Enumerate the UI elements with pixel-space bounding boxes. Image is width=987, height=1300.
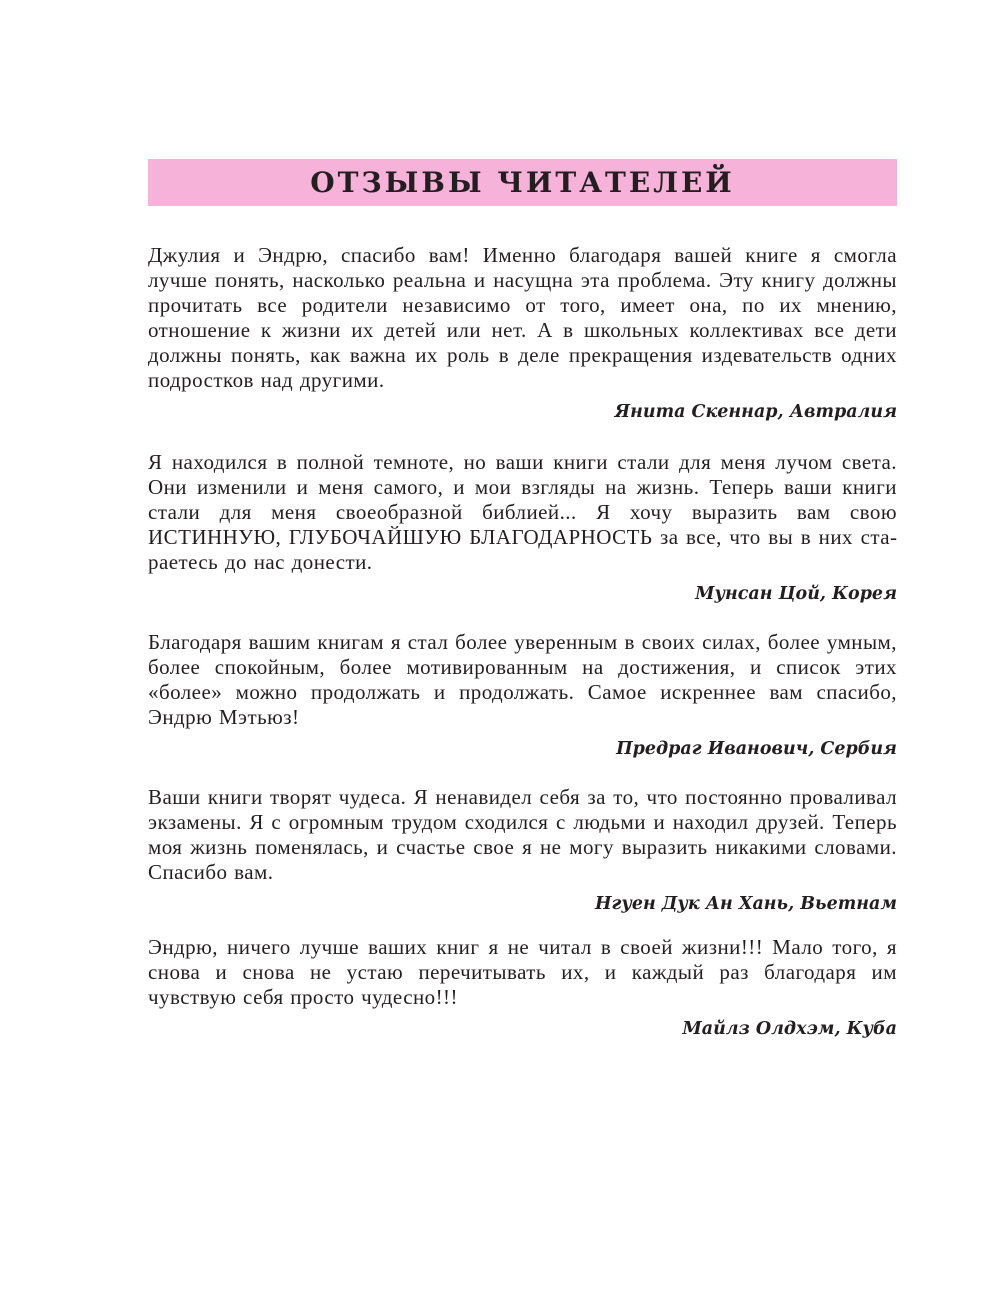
review-text: Я находился в полной темноте, но ваши книги стали для меня лучом света. Они изменили и меня самого, и мои взгляды на жизнь. Теперь ваши книги стали для меня своеобразной библией... Я хочу выразить вам свою ИСТИННУЮ, ГЛУБОЧАЙШУЮ БЛАГОДАРНОСТЬ за все, что вы в них стараетесь до нас донести. [148, 450, 897, 574]
review-item [148, 630, 897, 760]
review-text: Джулия и Эндрю, спасибо вам! Именно благодаря вашей книге я смогла лучше понять, насколько реальна и насущна эта проблема. Эту книгу должны прочитать все родители независимо от того, имеет она, по их мнению, отношение к жизни их детей или нет. А в школьных коллективах все дети должны понять, как важна их роль в деле прекращения издевательств одних подростков над другими. [148, 243, 897, 392]
review-author: Предраг Иванович, Сербия [616, 739, 897, 759]
page [148, 159, 897, 1062]
review-item [148, 935, 897, 1040]
review-author: Мунсан Цой, Корея [695, 584, 897, 604]
review-text: Эндрю, ничего лучше ваших книг я не читал в своей жизни!!! Мало того, я снова и снова не устаю перечитывать их, и каждый раз благодаря им чувствую себя просто чудесно!!! [148, 935, 897, 1009]
review-text: Ваши книги творят чудеса. Я ненавидел себя за то, что постоянно проваливал экзамены. Я с огромным трудом сходился с людьми и находил друзей. Теперь моя жизнь поменялась, и счастье свое я не могу выразить никакими словами. Спасибо вам. [148, 785, 897, 884]
review-item [148, 243, 897, 423]
review-item [148, 450, 897, 605]
review-item [148, 785, 897, 915]
reviews-list [148, 243, 897, 1040]
review-author: Янита Скеннар, Автралия [614, 402, 897, 422]
title-banner [148, 159, 897, 206]
review-text: Благодаря вашим книгам я стал более уверенным в своих силах, более умным, более спокойным, более мотивированным на достижения, и список этих «более» можно продолжать и продолжать. Самое искреннее вам спасибо, Эндрю Мэтьюз! [148, 630, 897, 729]
review-author: Майлз Олдхэм, Куба [682, 1019, 897, 1039]
page-title: ОТЗЫВЫ ЧИТАТЕЛЕЙ [310, 166, 735, 199]
review-author: Нгуен Дук Ан Хань, Вьетнам [594, 894, 897, 914]
